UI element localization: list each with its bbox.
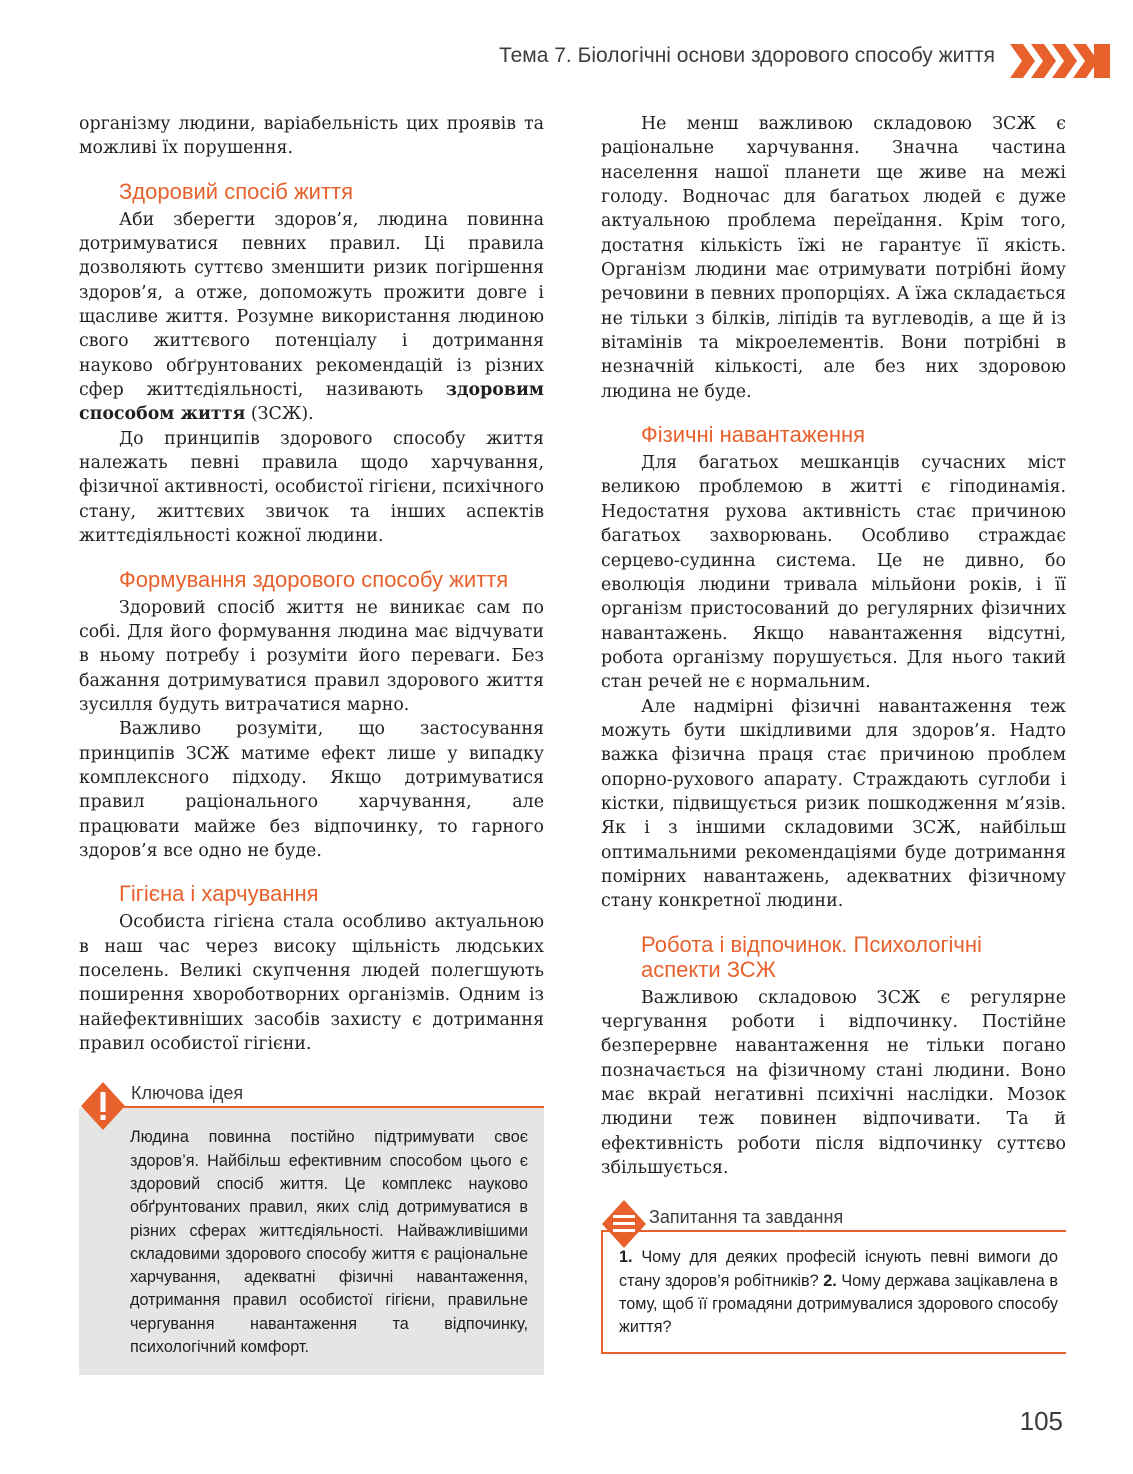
paragraph: Не менш важливою складовою ЗСЖ є раціональне харчування. Значна частина населення нашої планети ще живе на межі голоду. Водночас для багатьох людей є дуже актуальною проблема переїдання. Крім того, достатня кількість їжі не гарантує її якість. Організм людини має отримувати потрібні йому речовини в певних пропорціях. А їжа складається не тільки з білків, ліпідів та вуглеводів, а ще й із вітамінів та мікроелементів. Вони потрібні в незначній кількості, але без них здоровою людина не буде. xyxy=(601,114,1066,402)
paragraph: організму людини, варіабельність цих проявів та можливі їх порушення. xyxy=(79,114,544,159)
right-column xyxy=(601,112,1066,1354)
section-heading-healthy-lifestyle: Здоровий спосіб життя xyxy=(119,178,354,204)
questions-text xyxy=(619,1246,1058,1339)
paragraph xyxy=(79,208,544,427)
section-heading-work-rest: Робота і відпочинок. Психологічні аспекти ЗСЖ xyxy=(641,931,982,982)
question-number: 1. xyxy=(619,1248,633,1267)
paragraph: Особиста гігієна стала особливо актуальною в наш час через високу щільність людських поселень. Великі скупчення людей полегшують поширення хвороботворних організмів. Одним із найефективніших засобів захисту є дотримання правил особистої гігієни. xyxy=(79,912,544,1054)
paragraph-text: (ЗСЖ). xyxy=(245,404,314,425)
paragraph: До принципів здорового способу життя належать певні правила щодо харчування, фізичної активності, особистої гігієни, психічного стану, життєвих звичок та інших аспектів життєдіяльності кожної людини. xyxy=(79,428,544,547)
section-heading-formation: Формування здорового способу життя xyxy=(119,566,509,592)
key-idea-title: Ключова ідея xyxy=(131,1083,244,1104)
questions-box xyxy=(601,1206,1066,1353)
paragraph: Для багатьох мешканців сучасних міст великою проблемою в житті є гіподинамія. Недостатня рухова активність стає причиною багатьох захворювань. Особливо страждає серцево-судинна система. Це не дивно, бо еволюція людини тривала мільйони років, і її організм пристосований до регулярних фізичних навантажень. Якщо навантаження відсутні, робота організму порушується. Для нього такий стан речей не є нормальним. xyxy=(601,453,1066,693)
questions-frame xyxy=(601,1230,1066,1353)
page-number: 105 xyxy=(1019,1406,1063,1436)
paragraph: Важливою складовою ЗСЖ є регулярне чергування роботи і відпочинку. Постійне безперервне навантаження не тільки погано позначається на фізичному стані людини. Воно має вкрай негативні психічні наслідки. Мозок людини теж повинен відпочивати. Та й ефективність роботи після відпочинку суттєво збільшується. xyxy=(601,987,1066,1179)
left-column xyxy=(79,112,544,1375)
question-text: Чому для деяких професій існують певні вимоги до стану здоров’я робітників? xyxy=(619,1248,1058,1290)
section-heading-hygiene: Гігієна і харчування xyxy=(119,881,319,907)
list-icon xyxy=(602,1200,646,1248)
chevron-arrows-icon xyxy=(1010,44,1110,78)
term-bold: здоровим способом життя xyxy=(79,380,544,425)
header-title: Тема 7. Біологічні основи здорового способу життя xyxy=(498,44,995,67)
key-idea-box xyxy=(79,1082,544,1375)
paragraph: Здоровий спосіб життя не виникає сам по собі. Для його формування людина має відчувати в ньому потребу і розуміти його переваги. Без бажання дотримуватися правил здорового життя зусилля будуть витрачатися марно. xyxy=(79,597,544,715)
paragraph-text: Аби зберегти здоров’я, людина повинна дотримуватися певних правил. Ці правила дозволяють суттєво зменшити ризик погіршення здоров’я, а отже, допоможуть прожити довге і щасливе життя. Розумне використання людиною свого життєвого потенціалу і дотримання науково обґрунтованих рекомендацій із різних сфер життєдіяльності, називають xyxy=(79,209,544,401)
section-heading-physical-load: Фізичні навантаження xyxy=(641,422,866,448)
key-idea-text: Людина повинна постійно підтримувати своє здоров’я. Найбільш ефективним способом цього є здоровий спосіб життя. Це комплекс науково обґрунтованих правил, яких слід дотримуватися в різних сферах життєдіяльності. Найважливішими складовими здорового способу життя є раціональне харчування, адекватні фізичні навантаження, дотримання правил особистої гігієни, правильне чергування навантаження та відпочинку, психологічний комфорт. xyxy=(79,1108,544,1375)
question-text: Чому держава зацікавлена в тому, щоб її громадяни дотримувалися здорового способу життя? xyxy=(619,1271,1059,1337)
exclamation-icon xyxy=(81,1082,125,1130)
paragraph: Але надмірні фізичні навантаження теж можуть бути шкідливими для здоров’я. Надто важка фізична праця стає причиною проблем опорно-рухового апарату. Страждають суглоби і кістки, підвищується ризик пошкодження м’язів. Як і з іншими складовими ЗСЖ, найбільш оптимальними рекомендаціями буде дотримання помірних навантажень, адекватних фізичному стану конкретної людини. xyxy=(601,696,1066,912)
paragraph: Важливо розуміти, що застосування принципів ЗСЖ матиме ефект лише у випадку комплексного підходу. Якщо дотримуватися правил раціонального харчування, але працювати майже без відпочинку, то гарного здоров’я все одно не буде. xyxy=(79,719,544,861)
question-number: 2. xyxy=(823,1271,837,1290)
questions-title: Запитання та завдання xyxy=(649,1207,844,1228)
